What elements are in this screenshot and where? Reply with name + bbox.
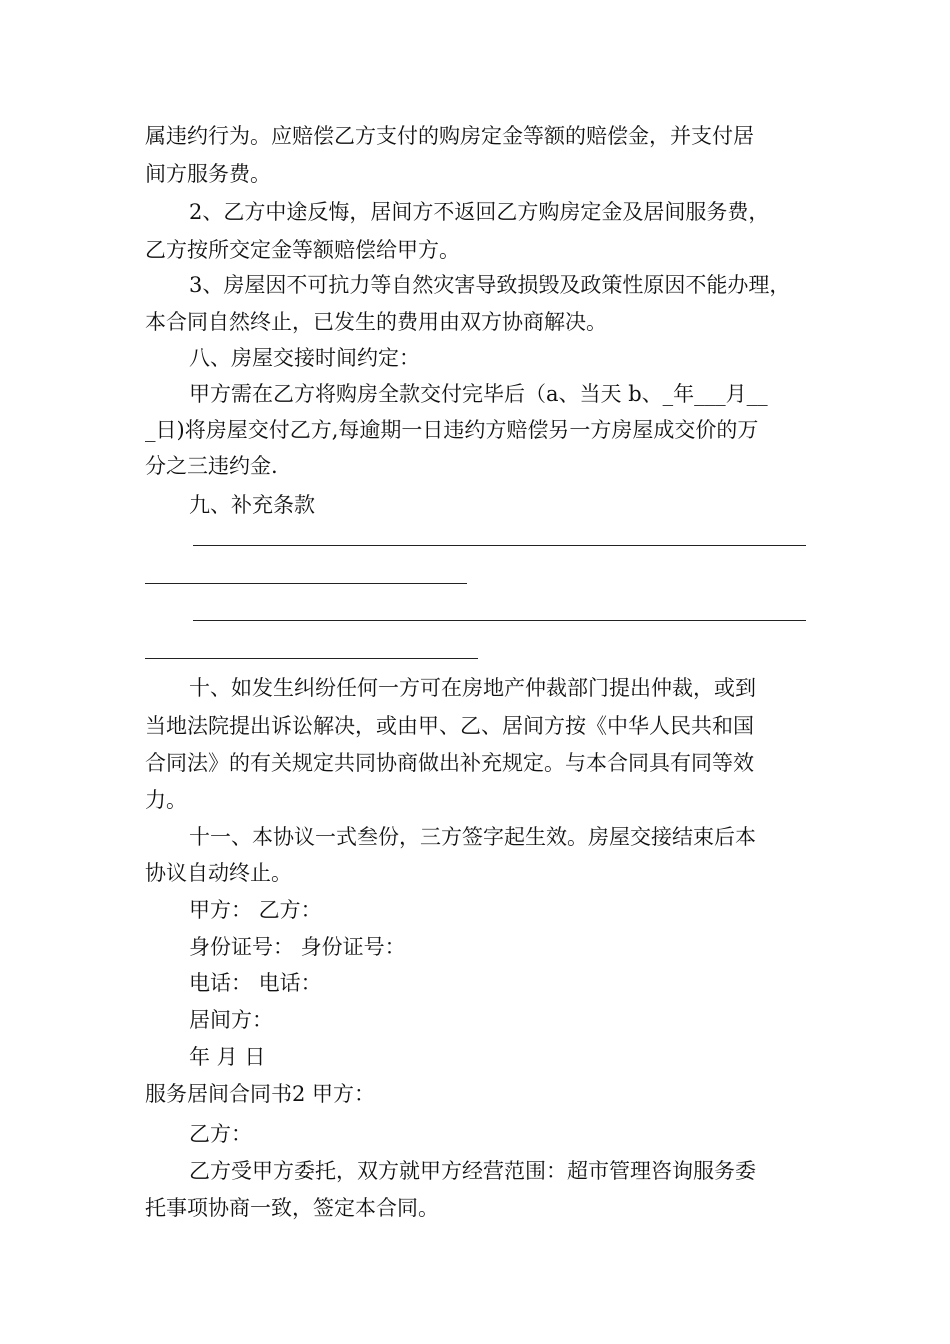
signature-phone-labels: 电话： 电话： [189,971,322,995]
signature-date-label: 年 月 日 [189,1045,266,1069]
signature-id-labels: 身份证号： 身份证号： [189,935,406,959]
paragraph-line: 力。 [145,788,187,812]
paragraph-line: 属违约行为。应赔偿乙方支付的购房定金等额的赔偿金，并支付居 [145,124,754,148]
blank-fill-line [193,620,806,621]
blank-fill-line [145,583,467,584]
paragraph-line: 乙方按所交定金等额赔偿给甲方。 [145,238,460,262]
blank-fill-line [145,658,478,659]
paragraph-line: 甲方需在乙方将购房全款交付完毕后（a、当天 b、_年___月__ [189,382,768,406]
paragraph-line: 当地法院提出诉讼解决，或由甲、乙、居间方按《中华人民共和国 [145,714,754,738]
section-11-line: 十一、本协议一式叁份，三方签字起生效。房屋交接结束后本 [189,825,756,849]
paragraph-line: 间方服务费。 [145,162,271,186]
clause-3-line: 3、房屋因不可抗力等自然灾害导致损毁及政策性原因不能办理， [189,273,791,297]
blank-fill-line [193,545,806,546]
section-10-line: 十、如发生纠纷任何一方可在房地产仲裁部门提出仲裁，或到 [189,676,756,700]
paragraph-line: 分之三违约金. [145,454,278,478]
clause-2-line: 2、乙方中途反悔，居间方不返回乙方购房定金及居间服务费， [189,200,770,224]
paragraph-line: 乙方受甲方委托，双方就甲方经营范围：超市管理咨询服务委 [189,1159,756,1183]
party-b-label: 乙方： [189,1122,252,1146]
paragraph-line: 合同法》的有关规定共同协商做出补充规定。与本合同具有同等效 [145,751,754,775]
paragraph-line: 托事项协商一致，签定本合同。 [145,1196,439,1220]
section-9-heading: 九、补充条款 [189,493,315,517]
paragraph-line: 协议自动终止。 [145,861,292,885]
paragraph-line: _日)将房屋交付乙方,每逾期一日违约方赔偿另一方房屋成交价的万 [145,418,759,442]
signature-party-labels: 甲方： 乙方： [189,898,322,922]
section-8-heading: 八、房屋交接时间约定： [189,346,420,370]
signature-broker-label: 居间方： [189,1008,273,1032]
contract-2-title-line: 服务居间合同书2 甲方： [145,1082,376,1106]
paragraph-line: 本合同自然终止，已发生的费用由双方协商解决。 [145,310,607,334]
